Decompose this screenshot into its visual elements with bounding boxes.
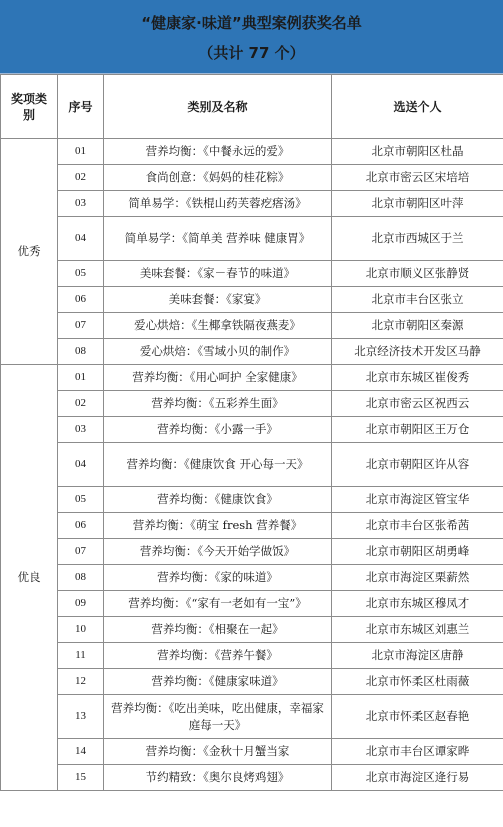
row-seq: 06	[58, 513, 104, 539]
row-person: 北京市丰台区张立	[332, 287, 503, 313]
table-row	[1, 365, 503, 391]
table-row	[1, 669, 503, 695]
table-row	[1, 443, 503, 487]
row-person: 北京市朝阳区秦源	[332, 313, 503, 339]
row-person: 北京市朝阳区王万仓	[332, 417, 503, 443]
row-seq: 10	[58, 617, 104, 643]
row-seq: 14	[58, 739, 104, 765]
row-seq: 08	[58, 565, 104, 591]
row-person: 北京市西城区于兰	[332, 217, 503, 261]
row-person: 北京市顺义区张静贤	[332, 261, 503, 287]
row-entry: 节约精致：《奥尔良烤鸡翅》	[104, 765, 332, 791]
row-person: 北京市丰台区张希茜	[332, 513, 503, 539]
row-seq: 07	[58, 539, 104, 565]
document-title: “健康家·味道”典型案例获奖名单	[141, 13, 362, 32]
award-table	[0, 74, 503, 791]
row-seq: 01	[58, 139, 104, 165]
row-person: 北京市朝阳区胡勇峰	[332, 539, 503, 565]
row-entry: 简单易学：《铁棍山药芙蓉疙瘩汤》	[104, 191, 332, 217]
row-person: 北京市海淀区唐静	[332, 643, 503, 669]
row-person: 北京市朝阳区叶萍	[332, 191, 503, 217]
table-row	[1, 695, 503, 739]
row-entry: 营养均衡：《小露一手》	[104, 417, 332, 443]
row-entry: 营养均衡：《用心呵护 全家健康》	[104, 365, 332, 391]
row-entry: 营养均衡：《“家有一老如有一宝”》	[104, 591, 332, 617]
row-entry: 营养均衡：《营养午餐》	[104, 643, 332, 669]
row-entry: 爱心烘焙：《雪域小贝的制作》	[104, 339, 332, 365]
row-seq: 13	[58, 695, 104, 739]
row-person: 北京市东城区崔俊秀	[332, 365, 503, 391]
row-person: 北京市海淀区管宝华	[332, 487, 503, 513]
row-entry: 营养均衡：《五彩养生面》	[104, 391, 332, 417]
row-person: 北京市怀柔区杜雨薇	[332, 669, 503, 695]
table-row	[1, 617, 503, 643]
row-entry: 营养均衡：《中餐永远的爱》	[104, 139, 332, 165]
row-seq: 05	[58, 487, 104, 513]
row-entry: 营养均衡：《今天开始学做饭》	[104, 539, 332, 565]
award-category-excellent: 优秀	[1, 139, 58, 365]
row-seq: 09	[58, 591, 104, 617]
row-entry: 美味套餐：《家－春节的味道》	[104, 261, 332, 287]
column-header-person: 选送个人	[332, 75, 503, 139]
row-entry: 营养均衡：《健康饮食》	[104, 487, 332, 513]
row-person: 北京市朝阳区杜晶	[332, 139, 503, 165]
title-banner	[0, 0, 503, 74]
row-entry: 营养均衡：《相聚在一起》	[104, 617, 332, 643]
row-person: 北京市朝阳区许从容	[332, 443, 503, 487]
table-row	[1, 191, 503, 217]
table-row	[1, 287, 503, 313]
row-entry: 营养均衡：《健康饮食 开心每一天》	[104, 443, 332, 487]
table-row	[1, 313, 503, 339]
table-row	[1, 739, 503, 765]
row-person: 北京市密云区宋培培	[332, 165, 503, 191]
row-seq: 06	[58, 287, 104, 313]
row-entry: 营养均衡：《金秋十月蟹当家	[104, 739, 332, 765]
row-person: 北京市密云区祝西云	[332, 391, 503, 417]
table-row	[1, 539, 503, 565]
row-seq: 05	[58, 261, 104, 287]
row-entry: 简单易学：《简单美 营养味 健康胃》	[104, 217, 332, 261]
row-entry: 营养均衡：《萌宝 fresh 营养餐》	[104, 513, 332, 539]
row-seq: 02	[58, 391, 104, 417]
row-seq: 08	[58, 339, 104, 365]
table-row	[1, 565, 503, 591]
row-seq: 04	[58, 443, 104, 487]
row-entry: 爱心烘焙：《生椰拿铁隔夜燕麦》	[104, 313, 332, 339]
row-seq: 03	[58, 417, 104, 443]
row-seq: 07	[58, 313, 104, 339]
row-person: 北京市海淀区栗薪然	[332, 565, 503, 591]
table-row	[1, 487, 503, 513]
table-row	[1, 765, 503, 791]
row-entry: 美味套餐：《家宴》	[104, 287, 332, 313]
table-row	[1, 139, 503, 165]
column-header-category: 奖项类别	[1, 75, 58, 139]
row-person: 北京市东城区穆凤才	[332, 591, 503, 617]
row-person: 北京市丰台区谭家晔	[332, 739, 503, 765]
row-person: 北京市怀柔区赵春艳	[332, 695, 503, 739]
column-header-entry: 类别及名称	[104, 75, 332, 139]
row-person: 北京市东城区刘惠兰	[332, 617, 503, 643]
table-header-row	[1, 75, 503, 139]
table-row	[1, 391, 503, 417]
row-entry: 营养均衡：《家的味道》	[104, 565, 332, 591]
row-seq: 15	[58, 765, 104, 791]
row-person: 北京经济技术开发区马静	[332, 339, 503, 365]
row-person: 北京市海淀区逄行易	[332, 765, 503, 791]
row-entry: 营养均衡：《吃出美味，吃出健康，幸福家庭每一天》	[104, 695, 332, 739]
table-row	[1, 643, 503, 669]
table-row	[1, 513, 503, 539]
award-category-good: 优良	[1, 365, 58, 791]
row-seq: 04	[58, 217, 104, 261]
row-seq: 12	[58, 669, 104, 695]
table-row	[1, 261, 503, 287]
row-seq: 01	[58, 365, 104, 391]
row-entry: 营养均衡：《健康家味道》	[104, 669, 332, 695]
table-row	[1, 417, 503, 443]
table-row	[1, 217, 503, 261]
table-row	[1, 339, 503, 365]
document-subtitle: （共计 77 个）	[198, 43, 305, 62]
row-seq: 02	[58, 165, 104, 191]
column-header-seq: 序号	[58, 75, 104, 139]
row-seq: 03	[58, 191, 104, 217]
table-row	[1, 591, 503, 617]
row-entry: 食尚创意：《妈妈的桂花粽》	[104, 165, 332, 191]
row-seq: 11	[58, 643, 104, 669]
table-row	[1, 165, 503, 191]
